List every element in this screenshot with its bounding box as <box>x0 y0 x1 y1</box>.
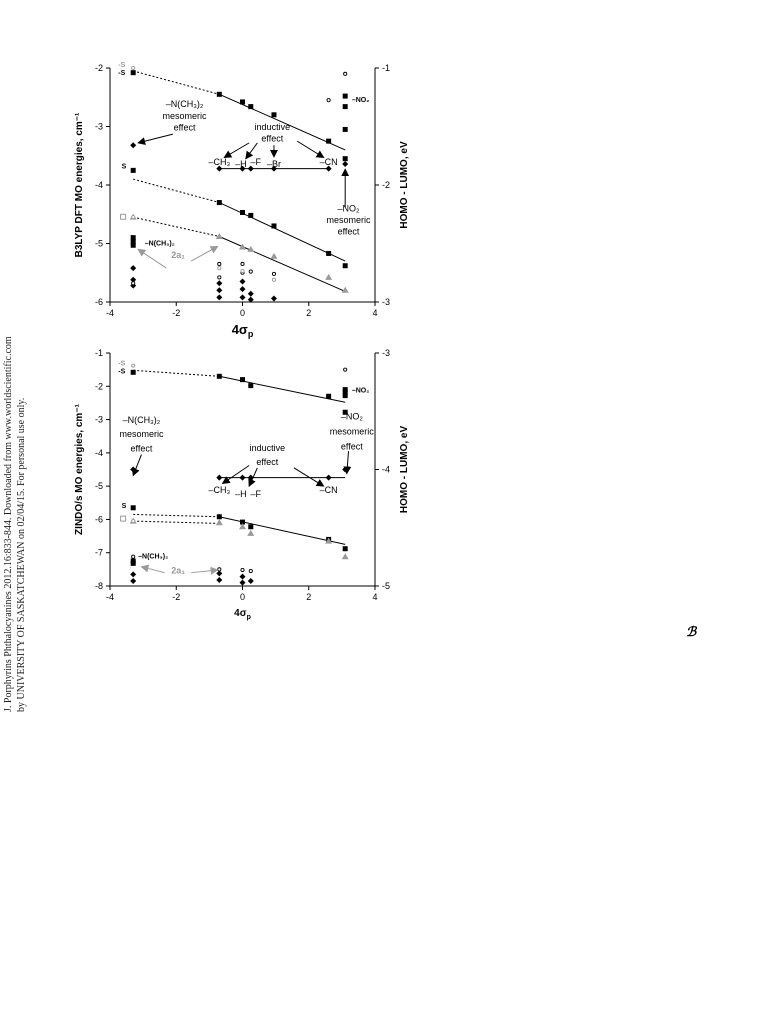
annotation-arrow <box>138 249 166 268</box>
chart-dft <box>74 62 410 339</box>
data-point-s5-5 <box>216 294 222 300</box>
data-point-s1-6 <box>343 263 348 268</box>
trendline <box>133 370 219 376</box>
x-axis-label: $4\sigma_p$ <box>234 608 251 621</box>
data-point-s6-2 <box>218 276 221 279</box>
data-point-s4-5 <box>343 127 348 132</box>
y2-tick-label: -3 <box>382 348 391 358</box>
y-tick-label: -6 <box>94 297 103 307</box>
annotation-arrow <box>133 455 141 476</box>
label-s-top: -S <box>118 368 126 376</box>
label-no2-mesomeric: effect <box>337 226 360 237</box>
label-inductive: effect <box>256 457 279 468</box>
x-axis-label: $4\sigma_p$ <box>231 322 254 339</box>
data-point-s1-3 <box>248 213 253 218</box>
label-a2u: 2a₁ <box>171 250 186 261</box>
data-point-s7-2 <box>218 266 221 269</box>
data-point-s7-1 <box>132 519 135 522</box>
label-a2u: 2a₁ <box>171 565 186 576</box>
data-point-s1-5 <box>343 546 348 551</box>
data-point-s0-1 <box>217 92 222 97</box>
data-point-s5-0 <box>130 571 136 577</box>
y-tick-label: -5 <box>94 481 103 492</box>
y-tick-label: -8 <box>94 581 103 591</box>
x-tick-label: -2 <box>172 592 181 602</box>
y-tick-label: -7 <box>94 547 103 558</box>
label-nme2: –N(CH₃)₂ <box>138 553 169 561</box>
y-tick-label: -3 <box>94 121 103 132</box>
data-point-s0-4 <box>271 112 276 117</box>
label-no2: –NO₂ <box>351 387 370 395</box>
data-point-s1-5 <box>326 251 331 256</box>
watermark-line-1: J. Porphyrins Phthalocyanines 2012.16:833-844. Downloaded from www.worldscientific.com <box>3 336 14 712</box>
trendline <box>133 217 219 236</box>
data-point-s1-3 <box>248 524 253 529</box>
data-point-s4-2 <box>131 243 136 248</box>
label-substituent: –CN <box>319 484 338 495</box>
data-point-s7-3 <box>241 269 244 272</box>
x-tick-label: 4 <box>372 308 378 318</box>
data-point-s4-1 <box>131 561 136 566</box>
data-point-s7-0 <box>132 66 135 69</box>
label-nme2-mesomeric: effect <box>173 122 196 133</box>
label-no2-mesomeric: –NO₂ <box>337 203 360 214</box>
label-nme2-mesomeric: mesomeric <box>162 110 207 121</box>
y-tick-label: -4 <box>94 180 103 190</box>
label-nme2-mesomeric: –N(CH₃)₂ <box>165 99 204 110</box>
label-s-top-gray: -S <box>118 360 126 368</box>
data-point-s5-3 <box>216 577 222 583</box>
x-tick-label: 0 <box>239 308 246 318</box>
y2-tick-label: -3 <box>382 297 391 307</box>
data-point-s0-1 <box>217 374 222 379</box>
label-s-top: -S <box>118 70 126 78</box>
y-axis-label: ZINDO/s MO energies, cm⁻¹ <box>74 404 85 535</box>
data-point-s3-2 <box>240 475 246 481</box>
data-point-s0-4 <box>326 394 331 399</box>
y-tick-label: -2 <box>94 381 103 392</box>
y2-tick-label: -2 <box>382 180 391 190</box>
trendline <box>133 71 219 94</box>
y-tick-label: -6 <box>94 514 103 525</box>
data-point-s1-0 <box>131 505 136 510</box>
annotation-arrow <box>347 451 349 473</box>
label-nme2: –N(CH₃)₂ <box>144 240 175 248</box>
label-nme2-mesomeric: –N(CH₃)₂ <box>122 414 161 425</box>
data-point-s2-6 <box>342 287 349 293</box>
y2-tick-label: -1 <box>382 63 391 73</box>
y2-axis-label: HOMO - LUMO, eV <box>399 141 410 229</box>
data-point-s6-7 <box>327 99 330 102</box>
data-point-s5-1 <box>130 578 136 584</box>
data-point-s7-1 <box>132 216 135 219</box>
y2-axis-label: HOMO - LUMO, eV <box>399 425 410 514</box>
data-point-s6-2 <box>241 568 244 571</box>
label-substituent: –CH₃ <box>208 484 231 495</box>
data-point-s0-3 <box>248 383 253 388</box>
label-substituent: –CN <box>319 157 338 168</box>
label-s-low-gray-box <box>121 516 126 521</box>
label-substituent: –CH₃ <box>208 157 231 168</box>
trendline <box>219 236 345 291</box>
annotation-arrow <box>294 468 324 486</box>
label-inductive: inductive <box>254 122 291 133</box>
x-tick-label: -2 <box>172 308 181 318</box>
data-point-s1-1 <box>217 200 222 205</box>
label-substituent: –F <box>250 488 262 499</box>
label-s-mid: S <box>121 163 127 171</box>
x-tick-label: 4 <box>372 592 378 602</box>
trendline <box>133 179 219 202</box>
data-point-s7-4 <box>272 278 275 281</box>
data-point-s1-1 <box>217 514 222 519</box>
label-nme2-mesomeric: mesomeric <box>119 429 164 440</box>
annotation-arrow <box>223 466 250 484</box>
data-point-s1-2 <box>240 210 245 215</box>
corner-mark: ℬ <box>686 624 697 639</box>
data-point-s4-3 <box>343 94 348 99</box>
annotation-arrow <box>141 567 164 573</box>
label-substituent: –H <box>235 158 247 169</box>
data-point-s3-1 <box>216 475 222 481</box>
data-point-s2-4 <box>270 253 277 259</box>
x-tick-label: -4 <box>105 308 115 318</box>
annotation-arrow <box>224 143 249 158</box>
data-point-s6-4 <box>344 368 347 371</box>
data-point-s6-0 <box>132 555 135 558</box>
label-s-top-gray: -S <box>118 61 126 69</box>
data-point-s5-3 <box>216 280 222 286</box>
data-point-s3-0 <box>130 142 136 148</box>
x-tick-label: 2 <box>306 308 312 318</box>
data-point-s5-9 <box>248 291 254 297</box>
data-point-s4-4 <box>343 104 348 109</box>
data-point-s6-1 <box>218 568 221 571</box>
data-point-s2-1 <box>216 519 223 525</box>
data-point-s2-2 <box>239 244 246 250</box>
x-tick-label: 2 <box>306 592 312 602</box>
data-point-s5-6 <box>240 279 246 285</box>
data-point-s7-0 <box>132 364 135 367</box>
data-point-s3-6 <box>342 161 348 167</box>
annotation-arrow <box>191 246 218 261</box>
label-inductive: inductive <box>249 443 286 454</box>
data-point-s3-4 <box>326 475 332 481</box>
label-no2-mesomeric: mesomeric <box>329 426 374 437</box>
data-point-s6-8 <box>344 72 347 75</box>
label-no2-mesomeric: mesomeric <box>326 215 371 226</box>
label-s-low-gray-box <box>121 214 126 219</box>
label-substituent: –F <box>250 157 262 168</box>
annotation-arrow <box>297 141 324 157</box>
data-point-s4-4 <box>343 393 348 398</box>
data-point-s5-6 <box>248 578 254 584</box>
annotation-arrow <box>191 570 218 573</box>
data-point-s0-5 <box>326 139 331 144</box>
y2-tick-label: -4 <box>382 464 391 475</box>
trendline <box>133 514 219 516</box>
x-tick-label: 0 <box>239 592 246 602</box>
label-no2-mesomeric: effect <box>340 441 363 452</box>
y-tick-label: -2 <box>94 63 103 73</box>
data-point-s5-7 <box>240 286 246 292</box>
y-tick-label: -5 <box>94 238 103 249</box>
data-point-s0-0 <box>131 370 136 375</box>
label-no2-mesomeric: –NO₂ <box>340 411 363 422</box>
data-point-s6-5 <box>249 270 252 273</box>
annotation-arrow <box>138 134 173 143</box>
data-point-s5-0 <box>130 265 136 271</box>
label-substituent: –H <box>235 488 247 499</box>
data-point-s6-0 <box>132 282 135 285</box>
data-point-s2-5 <box>325 274 332 280</box>
data-point-s2-5 <box>342 553 349 559</box>
label-no2: –NO₂ <box>351 96 370 104</box>
label-nme2-mesomeric: effect <box>130 443 153 454</box>
data-point-s0-0 <box>131 70 136 75</box>
data-point-s6-1 <box>218 262 221 265</box>
trendline <box>133 521 219 523</box>
data-point-s0-3 <box>248 104 253 109</box>
y2-tick-label: -5 <box>382 581 391 591</box>
data-point-s1-0 <box>131 168 136 173</box>
chart-zindo <box>74 348 410 621</box>
watermark-line-2: by UNIVERSITY OF SASKATCHEWAN on 02/04/15. For personal use only. <box>16 397 27 712</box>
data-point-s0-2 <box>240 377 245 382</box>
data-point-s6-3 <box>249 569 252 572</box>
data-point-s0-6 <box>343 156 348 161</box>
y-tick-label: -4 <box>94 447 103 458</box>
label-substituent: –Br <box>266 158 281 169</box>
y-tick-label: -3 <box>94 414 103 425</box>
label-inductive: effect <box>261 133 284 144</box>
data-point-s6-6 <box>272 272 275 275</box>
data-point-s5-8 <box>240 294 246 300</box>
data-point-s5-11 <box>271 295 277 301</box>
data-point-s1-4 <box>271 223 276 228</box>
data-point-s5-4 <box>216 287 222 293</box>
data-point-s5-4 <box>240 574 246 580</box>
data-point-s5-5 <box>240 580 246 586</box>
y-axis-label: B3LYP DFT MO energies, cm⁻¹ <box>74 112 85 258</box>
y-tick-label: -1 <box>94 348 103 358</box>
x-tick-label: -4 <box>105 592 115 602</box>
label-s-mid: S <box>121 502 127 510</box>
data-point-s0-2 <box>240 99 245 104</box>
data-point-s6-3 <box>241 262 244 265</box>
data-point-s2-3 <box>247 530 254 536</box>
